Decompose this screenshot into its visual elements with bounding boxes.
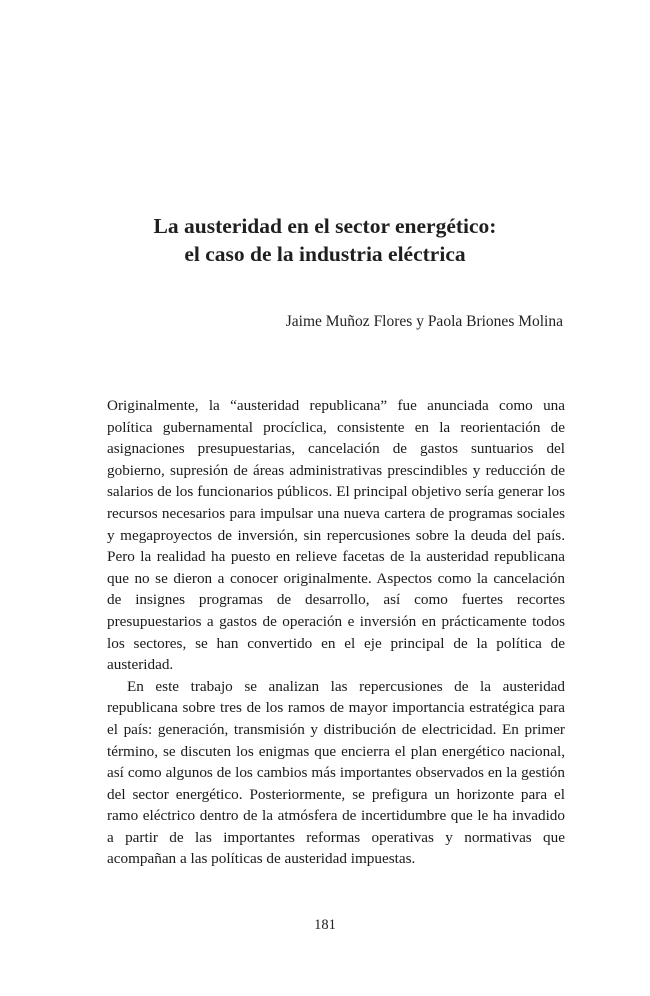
page-number: 181 bbox=[314, 917, 336, 933]
chapter-body bbox=[107, 395, 565, 870]
paragraph-1: Originalmente, la “austeridad republicana” fue anunciada como una política gubernamental procíclica, consistente en la reorientación de asignaciones presupuestarias, cancelación de gastos suntuarios del gobierno, supresión de áreas administrativas prescindibles y reducción de salarios de los funcionarios públicos. El principal objetivo sería generar los recursos necesarios para impulsar una nueva cartera de programas sociales y megaproyectos de inversión, sin repercusiones sobre la deuda del país. Pero la realidad ha puesto en relieve facetas de la austeridad republicana que no se dieron a conocer originalmente. Aspectos como la cancelación de insignes programas de desarrollo, así como fuertes recortes presupuestarios a gastos de operación e inversión en prácticamente todos los sectores, se han convertido en el eje principal de la política de austeridad. bbox=[107, 397, 565, 674]
paragraph-2: En este trabajo se analizan las repercusiones de la austeridad republicana sobre tres de los ramos de mayor importancia estratégica para el país: generación, transmisión y distribución de electricidad. En primer término, se discuten los enigmas que encierra el plan energético nacional, así como algunos de los cambios más importantes observados en la gestión del sector energético. Posteriormente, se prefigura un horizonte para el ramo eléctrico dentro de la atmósfera de incertidumbre que le ha invadido a partir de las importantes reformas operativas y normativas que acompañan a las políticas de austeridad impuestas. bbox=[107, 677, 565, 868]
chapter-title-line-2: el caso de la industria eléctrica bbox=[184, 242, 466, 266]
chapter-authors: Jaime Muñoz Flores y Paola Briones Molina bbox=[285, 313, 563, 330]
chapter-title-line-1: La austeridad en el sector energético: bbox=[153, 214, 497, 238]
chapter-title bbox=[60, 212, 590, 268]
